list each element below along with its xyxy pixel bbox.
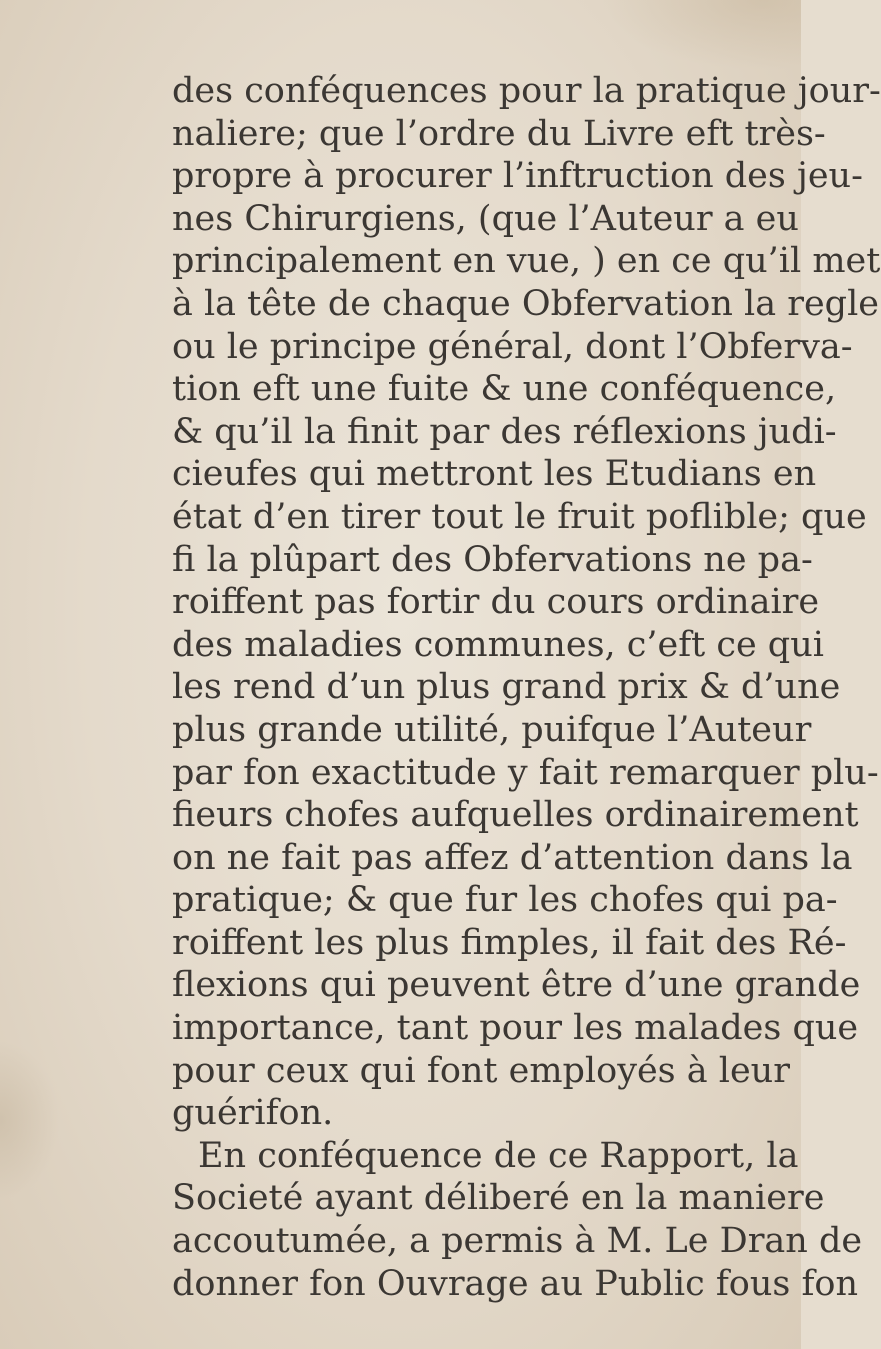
text-line: des conféquences pour la pratique jour- <box>172 71 881 111</box>
paragraph-start-line: En conféquence de ce Rapport, la <box>198 1135 799 1176</box>
text-line: pour ceux qui font employés à leur <box>172 1050 790 1091</box>
paper-stain <box>0 1040 60 1200</box>
text-line: roiffent pas fortir du cours ordinaire <box>172 582 820 623</box>
text-line: pratique; & que fur les chofes qui pa- <box>172 880 838 921</box>
text-line: état d’en tirer tout le fruit poflible; que <box>172 496 867 537</box>
body-text <box>172 70 881 1305</box>
text-line: nes Chirurgiens, (que l’Auteur a eu <box>172 198 799 239</box>
text-line: par fon exactitude y fait remarquer plu- <box>172 752 879 793</box>
text-line: fieurs chofes aufquelles ordinairement <box>172 795 859 836</box>
text-line: & qu’il la finit par des réflexions judi- <box>172 411 837 452</box>
text-line: importance, tant pour les malades que <box>172 1008 859 1049</box>
text-line: roiffent les plus fimples, il fait des Ré- <box>172 922 847 963</box>
text-line: Societé ayant déliberé en la maniere <box>172 1178 825 1219</box>
text-line: les rend d’un plus grand prix & d’une <box>172 667 841 708</box>
text-line: à la tête de chaque Obfervation la regle <box>172 283 879 324</box>
text-line: cieufes qui mettront les Etudians en <box>172 454 817 495</box>
text-line: plus grande utilité, puifque l’Auteur <box>172 709 812 750</box>
text-line: accoutumée, a permis à M. Le Dran de <box>172 1221 863 1262</box>
text-line: fi la plûpart des Obfervations ne pa- <box>172 539 813 580</box>
text-line: guérifon. <box>172 1093 334 1134</box>
text-line: propre à procurer l’inftruction des jeu- <box>172 156 863 197</box>
text-line: flexions qui peuvent être d’une grande <box>172 965 861 1006</box>
text-line: tion eft une fuite & une conféquence, <box>172 369 837 410</box>
paper-stain <box>600 0 801 70</box>
text-line: principalement en vue, ) en ce qu’il met <box>172 241 881 282</box>
text-line: des maladies communes, c’eft ce qui <box>172 624 824 665</box>
text-line: naliere; que l’ordre du Livre eft très- <box>172 113 826 154</box>
text-line: ou le principe général, dont l’Obferva- <box>172 326 853 367</box>
text-line: on ne fait pas affez d’attention dans la <box>172 837 853 878</box>
text-line: donner fon Ouvrage au Public fous fon <box>172 1263 859 1304</box>
